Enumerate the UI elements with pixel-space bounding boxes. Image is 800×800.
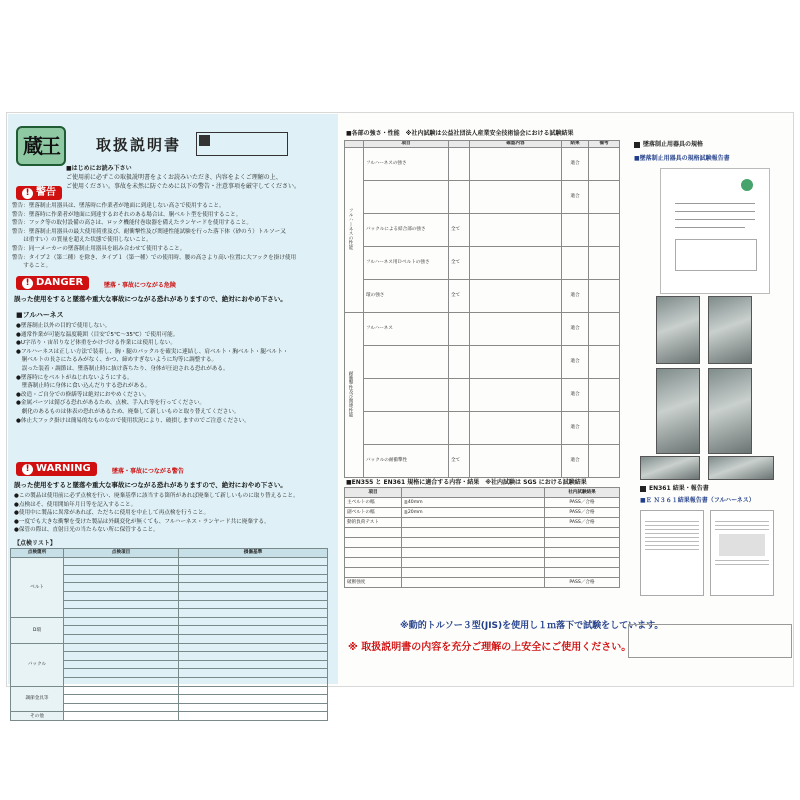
strength-item [364,181,449,214]
checklist-cell [64,695,179,704]
report-title: ■墜落制止用器具の規格試験報告書 [634,155,730,162]
strength-row [345,247,620,280]
strength-condition [449,412,470,445]
checklist-cell [179,703,328,712]
en-test-row [345,508,620,518]
strength-row [345,313,620,346]
en-test-row [345,528,620,538]
checklist-cell [179,591,328,600]
en-test-spec [402,578,545,588]
right-footnote [628,624,792,658]
strength-item: バックルによる結合部の強さ [364,214,449,247]
en-test-spec [402,548,545,558]
checklist-row [11,557,328,566]
warning-badge [16,186,62,200]
strength-content [470,280,562,313]
en-test-row [345,578,620,588]
strength-result: 適合 [562,280,589,313]
strength-note [589,445,620,478]
strength-content [470,247,562,280]
warning2-line: ●使用中に製品に異常があれば、ただちに使用を中止して再点検を行うこと。 [14,510,210,517]
harness-line: 劇化のあるものは体表の恐れがあるため、廃棄して新しいものと取り替えてください。 [16,408,240,415]
en-test-result: PASS／合格 [545,508,620,518]
strength-condition: 全て [449,445,470,478]
warning-badge-label: 警告 [36,187,56,198]
checklist-cell [64,686,179,695]
strength-result: 適合 [562,412,589,445]
en-test-row [345,568,620,578]
strength-condition [449,313,470,346]
en-test-spec [402,518,545,528]
checklist-category: ベルト [11,557,64,617]
strength-item: 環の強さ [364,280,449,313]
harness-line: ●フルハーネスは正しい方法で装着し、胸・腿のバックルを確実に連結し、肩ベルト・胸ベルト・腿ベルト・ [16,348,289,355]
checklist-cell [179,566,328,575]
en-test-item [345,528,402,538]
en-test-row [345,518,620,528]
checklist-category: その他 [11,712,64,721]
strength-result [562,247,589,280]
en-test-result: PASS／合格 [545,498,620,508]
checklist-category: 調節金具等 [11,686,64,712]
section-marker-icon [640,486,646,492]
en-test-result: PASS／合格 [545,518,620,528]
strength-item [364,412,449,445]
strength-condition [449,181,470,214]
en-test-item: 破断強度 [345,578,402,588]
en-test-result [545,538,620,548]
checklist-category: バックル [11,643,64,686]
warning2-lead: 誤った使用をすると墜落や重大な事故につながる恐れがありますので、絶対におやめ下さい。 [14,481,287,489]
warning-list [12,202,334,271]
harness-line: ●体止大フック掛けは簡易的なものなので使用状況により、破損しますのでご注意ください。 [16,417,250,424]
strength-note [589,346,620,379]
strength-table-title: ■各部の強さ・性能 ※社内試験は公益社団法人産業安全技術協会における試験結果 [346,130,574,137]
strength-row [345,445,620,478]
harness-line: ●改造・ご自分での修繕等は絶対におやめください。 [16,391,150,398]
warning2-subtitle: 墜落・事故につながる警告 [112,468,184,475]
harness-line: 胴ベルトの長さにたるみがなく、かつ、締めすぎないように均等に調整する。 [16,357,218,364]
intro-line: ■はじめにお読み下さい [66,165,132,172]
strength-content [470,214,562,247]
checklist-cell [179,660,328,669]
strength-condition: 全て [449,247,470,280]
strength-result: 適合 [562,181,589,214]
checklist-row [11,712,328,721]
section-marker-icon [634,142,640,148]
strength-note [589,412,620,445]
strength-item: フルハーネス [364,313,449,346]
strength-note [589,214,620,247]
harness-test-photo [656,296,700,364]
strength-row [345,346,620,379]
en-test-spec [402,538,545,548]
strength-condition [449,379,470,412]
checklist-row [11,686,328,695]
strength-note [589,181,620,214]
checklist-title: 【点検リスト】 [14,540,56,547]
checklist-cell [179,617,328,626]
strength-item: バックルの耐衝撃性 [364,445,449,478]
en-test-spec [402,558,545,568]
strength-note [589,379,620,412]
intro-text [66,164,336,191]
checklist-cell [64,600,179,609]
strength-header [345,141,364,148]
strength-condition [449,148,470,181]
checklist-cell [179,557,328,566]
checklist-table [10,548,328,721]
checklist-cell [179,652,328,661]
strength-row [345,148,620,181]
checklist-cell [64,652,179,661]
checklist-cell [179,695,328,704]
checklist-cell [64,626,179,635]
en-test-spec: ≧20mm [402,508,545,518]
harness-line: ●通常作業が可能な温度範囲（目安で5℃〜35℃）で使用可能。 [16,331,179,338]
harness-line: 墜落制止時に身体に食い込んだりする恐れがある。 [16,383,151,390]
strength-header [449,141,470,148]
harness-line: 誤った装着・調節は、墜落制止時に抜け落ちたり、身体が圧迫される恐れがある。 [16,365,229,372]
intro-line: ご使用ください。事故を未然に防ぐために以下の警告・注意事項を厳守してください。 [66,183,301,190]
en-test-spec: ≧40mm [402,498,545,508]
checklist-cell [179,677,328,686]
en-test-row [345,548,620,558]
en-test-item [345,558,402,568]
strength-group-cell [345,148,364,313]
en-header: 項目 [345,488,402,498]
warning-triangle-icon: ! [22,188,33,199]
harness-test-photo [656,368,700,454]
checklist-cell [64,583,179,592]
en-test-result [545,568,620,578]
sgs-certificate-image [710,510,774,596]
en-test-item [345,538,402,548]
strength-condition: 全て [449,214,470,247]
warning-line: 警告：墜落時に作業者が地面に到達するおそれのある場合は、胴ベルト型を使用すること。 [12,211,242,218]
checklist-row [11,643,328,652]
document-title: 取扱説明書 [96,136,182,154]
strength-note [589,247,620,280]
checklist-cell [64,566,179,575]
strength-row [345,379,620,412]
checklist-header: 点検項目 [64,549,179,558]
checklist-cell [179,600,328,609]
warning-line: 警告：墜落制止用器具は、墜落時に作業者が地面に到達しない高さで使用すること。 [12,203,225,209]
en-test-item [345,548,402,558]
strength-table [344,140,620,478]
strength-group-cell [345,313,364,478]
checklist-cell [64,703,179,712]
checklist-cell [64,574,179,583]
strength-content [470,313,562,346]
strength-content [470,445,562,478]
checklist-cell [179,583,328,592]
sgs-certificate-image [640,510,704,596]
danger-icon: ! [22,278,33,289]
checklist-cell [64,617,179,626]
strength-condition [449,346,470,379]
checklist-cell [179,686,328,695]
strength-group-label: 耐衝撃性及び関連性能 [348,370,353,417]
harness-section-title: ■フルハーネス [16,311,64,319]
checklist-cell [64,609,179,618]
harness-line: ●金属パーツは錆びる恐れがあるため、点検、手入れ等を行ってください。 [16,400,206,407]
strength-note [589,313,620,346]
warning-line: 警告：同一メーカーの墜落制止用器具を組み合わせて使用すること。 [12,245,186,252]
checklist-cell [179,609,328,618]
strength-row [345,214,620,247]
danger-badge [16,276,89,290]
checklist-cell [179,626,328,635]
checklist-cell [64,643,179,652]
book-icon [199,135,210,146]
harness-line: ●U字吊り・宙吊りなど体重をかけづける作業には使用しない。 [16,340,177,347]
torso-test-note: ※動的トルソー３型(JIS)を使用し１ｍ落下で試験をしています。 [400,621,664,631]
harness-line: ●墜落時にをベルトがねじれないようにする。 [16,374,133,381]
strength-result: 適合 [562,148,589,181]
header-note-box [196,132,288,156]
en-test-item [345,568,402,578]
en-test-result [545,528,620,538]
en-test-item: 副ベルトの幅 [345,508,402,518]
checklist-category: D環 [11,617,64,643]
strength-content [470,181,562,214]
strength-header: 項目 [364,141,449,148]
warning2-list [14,492,332,535]
warning2-line: ●保管の際は、直射日光の当たらない所に保管すること。 [14,527,159,534]
en-header [402,488,545,498]
jis-report-image [660,168,770,294]
en-test-spec [402,568,545,578]
en-test-result [545,548,620,558]
en361-subtitle: ■Ｅ Ｎ３６１結果報告書（フルハーネス） [640,497,755,504]
harness-list [16,322,332,425]
safety-reminder: ※ 取扱説明書の内容を充分ご理解の上安全にご使用ください。 [348,642,632,653]
intro-line: ご使用前に必ずこの取扱説明書をよくお読みいただき、内容をよくご理解の上、 [66,174,282,181]
strength-note [589,280,620,313]
spec-title: 墜落制止用器具の規格 [634,140,703,150]
warning-line: 警告：墜落制止用器具の最大使用荷重及び、耐衝撃性及び関連性能試験を行った落下体（砂のう）トルソー又 [12,228,286,235]
strength-content [470,379,562,412]
warning2-icon: ! [22,464,33,475]
harness-test-photo [708,368,752,454]
strength-item: フルハーネス用Ｄベルトの強さ [364,247,449,280]
strength-group-label: フルハーネスの性能 [348,207,353,250]
en-test-row [345,558,620,568]
strength-row [345,181,620,214]
strength-note [589,148,620,181]
harness-diagram-thumb [719,534,765,556]
en-test-result: PASS／合格 [545,578,620,588]
en-test-item: 主ベルトの幅 [345,498,402,508]
checklist-cell [179,669,328,678]
strength-result [562,214,589,247]
test-equipment-photo [640,456,700,480]
checklist-cell [179,574,328,583]
danger-subtitle: 墜落・事故につながる危険 [104,282,176,289]
danger-lead: 誤った使用をすると墜落や重大な事故につながる恐れがありますので、絶対におやめ下さい。 [14,295,287,303]
checklist-cell [64,557,179,566]
danger-badge-label: DANGER [36,277,84,288]
warning2-line: ●この製品は使用前に必ず点検を行い、廃棄基準に該当する箇所があれば廃棄して新しいものに取り替えること。 [14,493,299,499]
harness-test-photo [708,296,752,364]
strength-item: フルハーネスの強さ [364,148,449,181]
strength-result: 適合 [562,313,589,346]
warning-line: 警告：タイプ２（第二種）を除き、タイプ１（第一種）での使用時、腰の高さより高い位置に大フックを掛け使用 [12,254,297,261]
strength-header: 備考 [589,141,620,148]
harness-line: ●墜落制止以外の目的で使用しない。 [16,323,111,329]
en-test-result [545,558,620,568]
warning-line: 警告：フック等の取付設備の高さは、ロック機能付巻取器を備えたランヤードを使用すること。 [12,220,253,227]
strength-result: 適合 [562,379,589,412]
strength-content [470,346,562,379]
checklist-cell [179,712,328,721]
checklist-cell [179,634,328,643]
checklist-cell [64,634,179,643]
warning-line: すること。 [12,263,52,270]
warning-line: は重すい）の質量を超えた状態で使用しないこと。 [12,237,152,244]
brand-logo: 蔵王 [16,126,66,166]
strength-content [470,148,562,181]
checklist-cell [64,591,179,600]
strength-item [364,379,449,412]
checklist-header: 損傷基準 [179,549,328,558]
en-test-table [344,487,620,588]
checklist-cell [64,669,179,678]
checklist-row [11,617,328,626]
warning2-line: ●一度でも大きな衝撃を受けた製品は外観変化が無くても、フルハーネス・ランヤード共に廃棄する。 [14,518,270,525]
strength-result: 適合 [562,346,589,379]
strength-item [364,346,449,379]
checklist-cell [64,677,179,686]
en-test-row [345,538,620,548]
strength-row [345,412,620,445]
strength-condition: 全て [449,280,470,313]
strength-content [470,412,562,445]
strength-result: 適合 [562,445,589,478]
warning2-badge [16,462,97,476]
checklist-cell [179,643,328,652]
seal-icon [741,179,753,191]
en-test-spec [402,528,545,538]
test-equipment-photo [708,456,774,480]
warning2-badge-label: WARNING [36,463,91,474]
warning2-line: ●点検はそ、使用開始年月日等を記入すること。 [14,501,137,508]
strength-header: 結果 [562,141,589,148]
en361-title: EN361 結果・報告書 [640,484,709,494]
checklist-header: 点検箇所 [11,549,64,558]
checklist-cell [64,712,179,721]
en-table-title: ■EN355 と EN361 規格に適合する内容・結果 ※社内試験は SGS における試験結果 [346,479,587,486]
checklist-cell [64,660,179,669]
en-test-row [345,498,620,508]
strength-header: 確認内容 [470,141,562,148]
en-header: 社内試験結果 [545,488,620,498]
en-test-item: 動的負荷テスト [345,518,402,528]
strength-row [345,280,620,313]
